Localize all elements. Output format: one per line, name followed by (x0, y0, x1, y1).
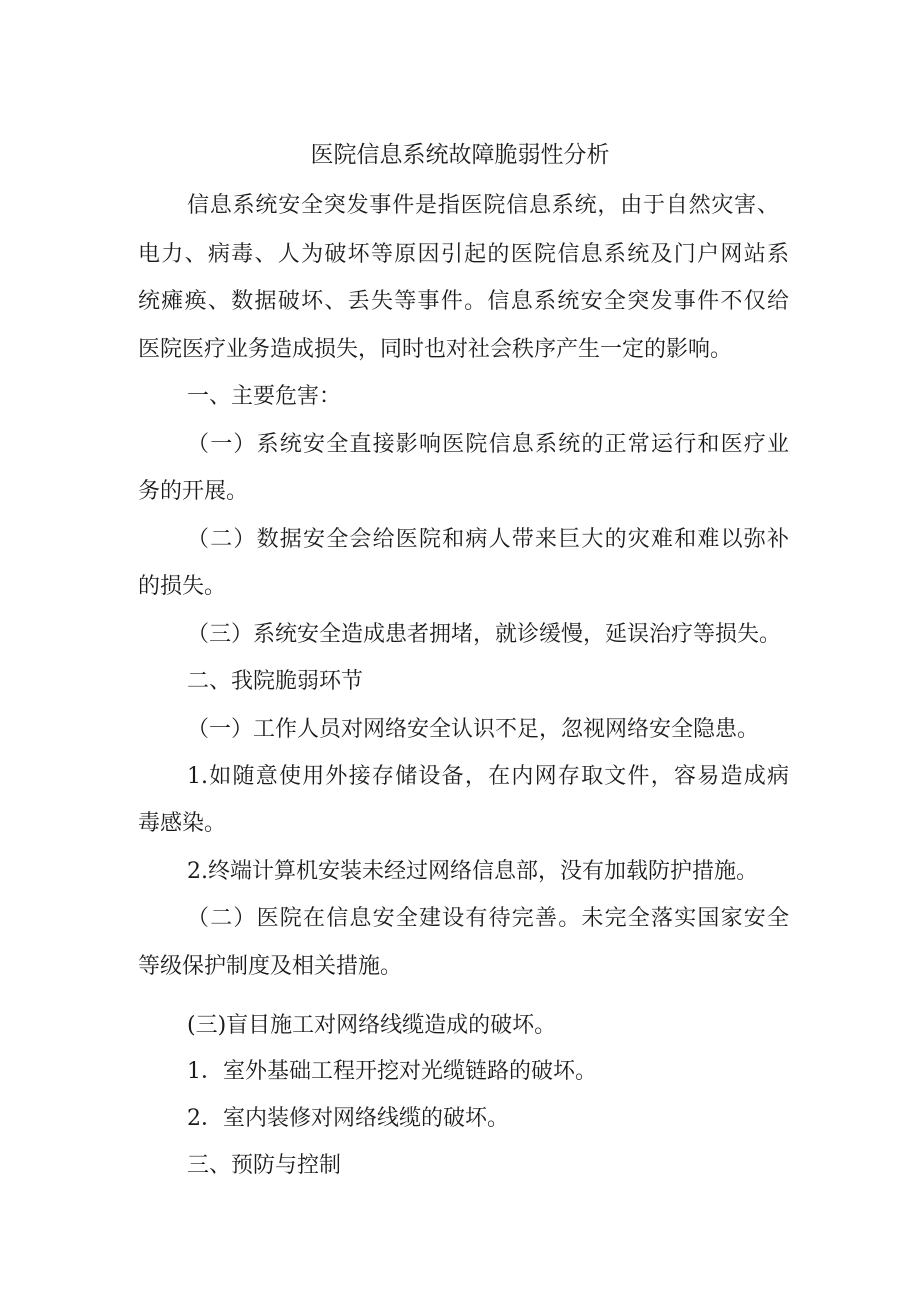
section1-item2-line2: 的损失。 (138, 574, 227, 599)
intro-line-2: 电力、病毒、人为破坏等原因引起的医院信息系统及门户网站系 (138, 242, 789, 267)
section1-item2-line1: （二）数据安全会给医院和病人带来巨大的灾难和难以弥补 (187, 527, 789, 552)
section1-item3: （三）系统安全造成患者拥堵，就诊缓慢，延误治疗等损失。 (187, 622, 782, 647)
intro-line-1: 信息系统安全突发事件是指医院信息系统，由于自然灾害、 (187, 193, 779, 218)
section1-heading: 一、主要危害： (187, 384, 342, 409)
section3-heading: 三、预防与控制 (187, 1153, 342, 1178)
intro-line-3: 统瘫痪、数据破坏、丢失等事件。信息系统安全突发事件不仅给 (138, 289, 789, 314)
section2-sub3: (三)盲目施工对网络线缆造成的破坏。 (187, 1013, 557, 1038)
section1-item1-line1: （一）系统安全直接影响医院信息系统的正常运行和医疗业 (187, 432, 789, 457)
section2-sub1-point2: 2.终端计算机安装未经过网络信息部，没有加载防护措施。 (187, 859, 758, 884)
section2-sub1: （一）工作人员对网络安全认识不足，忽视网络安全隐患。 (187, 717, 760, 742)
section2-sub1-point1-line1: 1.如随意使用外接存储设备，在内网存取文件，容易造成病 (187, 764, 789, 789)
document-title: 医院信息系统故障脆弱性分析 (310, 142, 610, 168)
section2-heading: 二、我院脆弱环节 (187, 669, 364, 694)
section1-item1-line2: 务的开展。 (138, 479, 249, 504)
section2-sub3-point2: 2．室内装修对网络线缆的破坏。 (187, 1106, 509, 1131)
section2-sub3-point1: 1．室外基础工程开挖对光缆链路的破坏。 (187, 1059, 597, 1084)
intro-line-4: 医院医疗业务造成损失，同时也对社会秩序产生一定的影响。 (138, 337, 733, 362)
section2-sub2-line1: （二）医院在信息安全建设有待完善。未完全落实国家安全 (187, 906, 789, 931)
section2-sub1-point1-line2: 毒感染。 (138, 811, 227, 836)
section2-sub2-line2: 等级保护制度及相关措施。 (138, 954, 403, 979)
